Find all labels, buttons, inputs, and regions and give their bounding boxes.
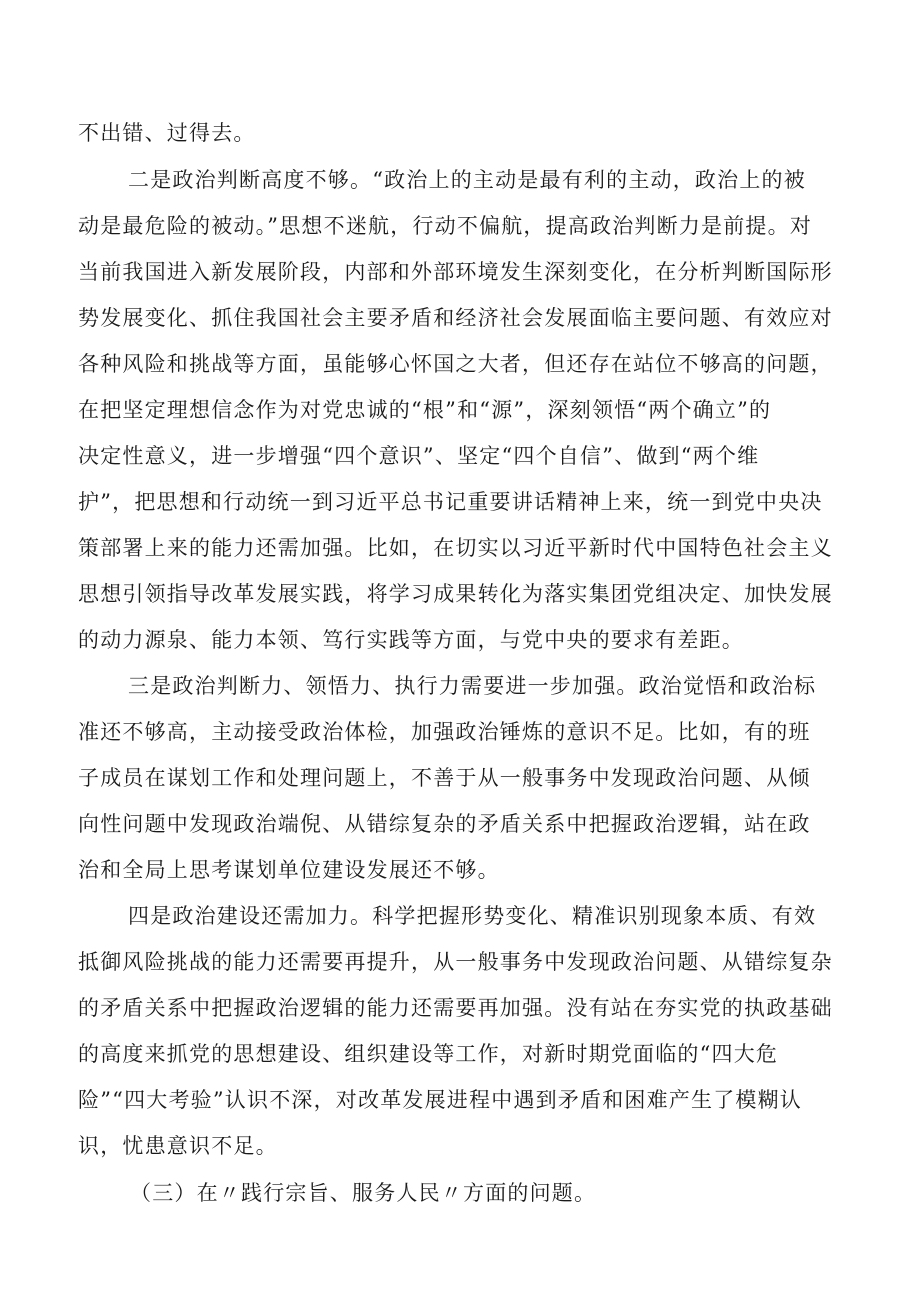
text-line: 不出错、过得去。	[78, 121, 256, 145]
text-line: 向性问题中发现政治端倪、从错综复杂的矛盾关系中把握政治逻辑，站在政	[78, 812, 811, 836]
paragraph-3-line: 三是政治判断力、领悟力、执行力需要进一步加强。政治觉悟和政治标	[128, 674, 817, 698]
text-line: 动是最危险的被动。”思想不迷航，行动不偏航，提高政治判断力是前提。对	[78, 214, 813, 238]
text-line: 决定性意义，进一步增强“四个意识”、坚定“四个自信”、做到“两个维	[78, 444, 760, 468]
section-heading: （三）在〃践行宗旨、服务人民〃方面的问题。	[130, 1181, 597, 1205]
text-line: 的矛盾关系中把握政治逻辑的能力还需要再加强。没有站在夯实党的执政基础	[78, 996, 833, 1020]
text-line: 准还不够高，主动接受政治体检，加强政治锤炼的意识不足。比如，有的班	[78, 720, 811, 744]
text-line: 各种风险和挑战等方面，虽能够心怀国之大者，但还存在站位不够高的问题，	[78, 352, 833, 376]
text-line: 势发展变化、抓住我国社会主要矛盾和经济社会发展面临主要问题、有效应对	[78, 306, 833, 330]
text-line: 思想引领指导改革发展实践，将学习成果转化为落实集团党组决定、加快发展	[78, 582, 833, 606]
text-line: 险”“四大考验”认识不深，对改革发展进程中遇到矛盾和困难产生了模糊认	[78, 1088, 803, 1112]
paragraph-2-line: 二是政治判断高度不够。“政治上的主动是最有利的主动，政治上的被	[128, 168, 806, 192]
text-line: 治和全局上思考谋划单位建设发展还不够。	[78, 858, 500, 882]
text-line: 的高度来抓党的思想建设、组织建设等工作，对新时期党面临的“四大危	[78, 1042, 779, 1066]
text-line: 的动力源泉、能力本领、笃行实践等方面，与党中央的要求有差距。	[78, 628, 744, 652]
text-line: 识，忧患意识不足。	[78, 1134, 278, 1158]
text-line: 抵御风险挑战的能力还需要再提升，从一般事务中发现政治问题、从错综复杂	[78, 950, 833, 974]
text-line: 在把坚定理想信念作为对党忠诚的“根”和“源”，深刻领悟“两个确立”的	[78, 398, 772, 422]
text-line: 护”，把思想和行动统一到习近平总书记重要讲话精神上来，统一到党中央决	[78, 490, 823, 514]
paragraph-4-line: 四是政治建设还需加力。科学把握形势变化、精准识别现象本质、有效	[128, 904, 817, 928]
text-line: 子成员在谋划工作和处理问题上，不善于从一般事务中发现政治问题、从倾	[78, 766, 811, 790]
text-line: 当前我国进入新发展阶段，内部和外部环境发生深刻变化，在分析判断国际形	[78, 260, 833, 284]
text-line: 策部署上来的能力还需加强。比如，在切实以习近平新时代中国特色社会主义	[78, 536, 833, 560]
